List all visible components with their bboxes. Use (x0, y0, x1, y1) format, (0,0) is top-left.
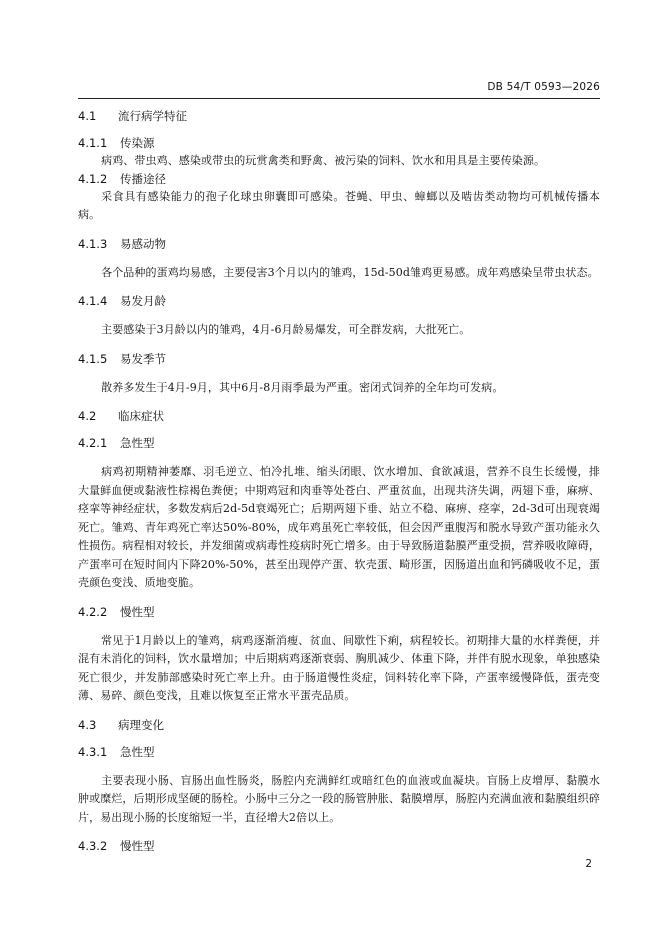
section-4-1-heading: 4.1 流行病学特征 (78, 109, 187, 123)
section-4-1-3-heading: 4.1.3 易感动物 (78, 236, 166, 251)
section-4-2-2-text: 常见于1月龄以上的雏鸡，病鸡逐渐消瘦、贫血、间歇性下痢，病程较长。初期排大量的水样粪便，并混有未消化的饲料，饮水量增加；中后期病鸡逐渐衰弱、胸肌减少、体重下降，并伴有脱水现象，单独感染死亡很少，并发肺部感染时死亡率上升。由于肠道慢性炎症，饲料转化率下降，产蛋率缓慢降低，蛋壳变薄、易碎、颜色变浅，且难以恢复至正常水平蛋壳品质。 (78, 633, 600, 702)
section-4-2-heading: 4.2 临床症状 (78, 409, 164, 423)
section-4-2-1-heading: 4.2.1 急性型 (78, 436, 155, 450)
section-4-1-3-text: 各个品种的蛋鸡均易感，主要侵害3个月以内的雏鸡，15d-50d雏鸡更易感。成年鸡感染呈带虫状态。 (101, 265, 599, 279)
section-4-2-1-text: 病鸡初期精神萎靡、羽毛逆立、怕冷扎堆、缩头闭眼、饮水增加、食欲减退，营养不良生长缓慢，排大量鲜血便或黏液性棕褐色粪便；中期鸡冠和肉垂等处苍白、严重贫血，出现共济失调，两翅下垂，麻痹、痉挛等神经症状，多数发病后2d-5d衰竭死亡；后期两翅下垂、站立不稳、麻痹、痉挛，2d-3d可出现衰竭死亡。雏鸡、青年鸡死亡率达50%-80%，成年鸡虽死亡率较低，但会因严重腹泻和脱水导致产蛋功能永久性损伤。病程相对较长，并发细菌或病毒性疫病时死亡增多。由于导致肠道黏膜严重受损，营养吸收障碍，产蛋率可在短时间内下降20%-50%，甚至出现停产蛋、软壳蛋、畸形蛋，因肠道出血和钙磷吸收不足，蛋壳颜色变浅、质地变脆。 (78, 465, 600, 589)
page-content (78, 108, 600, 854)
section-4-1-5-text: 散养多发生于4月-9月，其中6月-8月雨季最为严重。密闭式饲养的全年均可发病。 (101, 380, 504, 394)
section-4-1-1-text: 病鸡、带虫鸡、感染或带虫的玩赏禽类和野禽、被污染的饲料、饮水和用具是主要传染源。 (101, 154, 546, 167)
section-4-3-1-heading: 4.3.1 急性型 (78, 744, 155, 759)
page-number: 2 (585, 858, 592, 870)
section-4-1-5-heading: 4.1.5 易发季节 (78, 351, 166, 366)
section-4-3-2-heading: 4.3.2 慢性型 (78, 839, 155, 853)
document-id: DB 54/T 0593—2026 (487, 81, 600, 93)
section-4-1-4-text: 主要感染于3月龄以内的雏鸡，4月-6月龄易爆发，可全群发病，大批死亡。 (101, 323, 471, 336)
section-4-1-1-heading: 4.1.1 传染源 (78, 136, 155, 150)
section-4-3-heading: 4.3 病理变化 (78, 717, 164, 732)
header-rule (78, 98, 600, 99)
section-4-1-2-text: 采食具有感染能力的孢子化球虫卵囊即可感染。苍蝇、甲虫、蟑螂以及啮齿类动物均可机械传播本病。 (78, 189, 600, 221)
section-4-2-2-heading: 4.2.2 慢性型 (78, 604, 155, 619)
section-4-1-2-heading: 4.1.2 传播途径 (78, 171, 166, 186)
section-4-3-1-text: 主要表现小肠、盲肠出血性肠炎，肠腔内充满鲜红或暗红色的血液或血凝块。盲肠上皮增厚、黏膜水肿或糜烂，后期形成坚硬的肠栓。小肠中三分之一段的肠管肿胀、黏膜增厚，肠腔内充满血液和黏膜组织碎片，易出现小肠的长度缩短一半，直径增大2倍以上。 (78, 773, 600, 824)
section-4-1-4-heading: 4.1.4 易发月龄 (78, 294, 166, 308)
